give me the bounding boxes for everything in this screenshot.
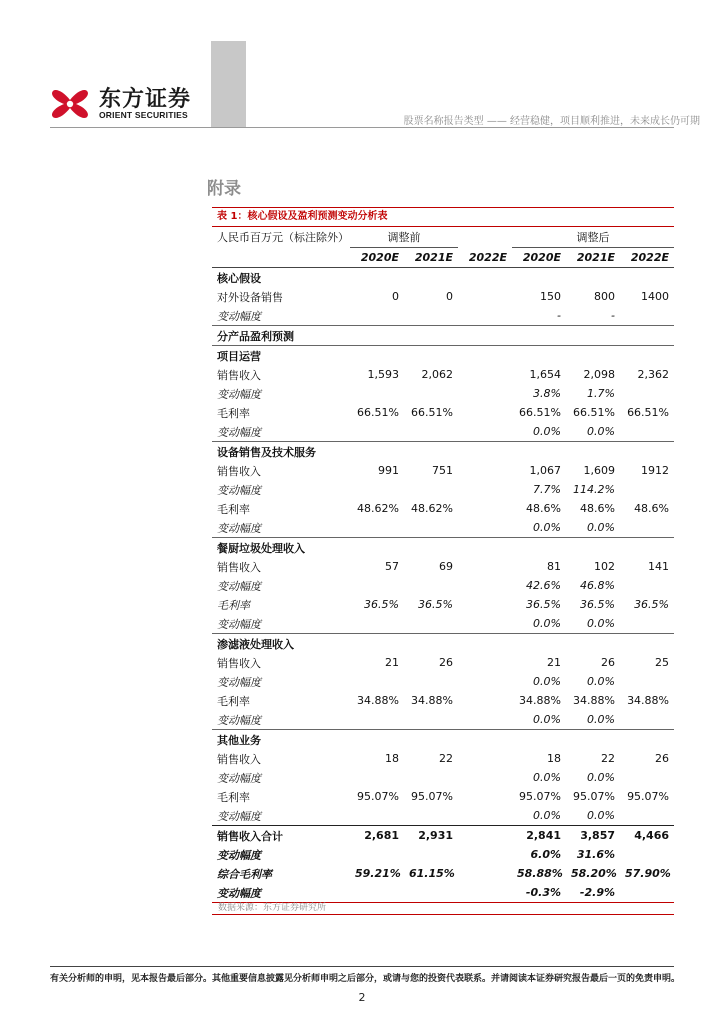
page-number: 2 (358, 991, 366, 1004)
row-label: 变动幅度 (217, 675, 261, 689)
cell-value: 2,062 (421, 368, 453, 381)
cell-value (458, 576, 512, 595)
table-row (212, 557, 674, 576)
cell-value (458, 595, 512, 614)
table-header-row (212, 227, 674, 248)
row-label: 变动幅度 (212, 883, 350, 903)
header-decor-bar (211, 41, 246, 127)
cell-value: 1,067 (529, 464, 561, 477)
table-row (212, 365, 674, 384)
cell-value (458, 864, 512, 883)
cell-value: 2,362 (637, 368, 670, 381)
cell-value: 34.88% (573, 694, 615, 707)
cell-value (458, 634, 512, 654)
cell-value (350, 634, 404, 654)
row-label: 销售收入 (217, 464, 261, 478)
cell-value (566, 326, 620, 346)
cell-value: 2,841 (512, 826, 566, 846)
cell-value (620, 442, 674, 462)
cell-value (458, 268, 512, 288)
cell-value (512, 730, 566, 750)
header-divider (50, 127, 674, 128)
cell-value: 141 (648, 560, 670, 573)
cell-value (404, 268, 458, 288)
source-divider (212, 914, 674, 915)
cell-value: 0.0% (533, 771, 561, 784)
cell-value (404, 710, 458, 730)
cell-value: 800 (594, 290, 615, 303)
cell-value: 1,609 (583, 464, 615, 477)
cell-value (350, 730, 404, 750)
row-label: 变动幅度 (217, 425, 261, 439)
table-row (212, 480, 674, 499)
year-header: 2022E (620, 248, 674, 268)
cell-value: -0.3% (512, 883, 566, 903)
row-label: 变动幅度 (217, 483, 261, 497)
year-header: 2020E (350, 248, 404, 268)
table-row (212, 442, 674, 462)
cell-value (350, 306, 404, 326)
cell-value (620, 576, 674, 595)
cell-value: 46.8% (580, 579, 615, 592)
logo-english-name: ORIENT SECURITIES (99, 110, 188, 120)
cell-value: 42.6% (526, 579, 561, 592)
cell-value (566, 346, 620, 366)
cell-value: 34.88% (411, 694, 453, 707)
cell-value (620, 346, 674, 366)
year-header: 2022E (458, 248, 512, 268)
row-label: 销售收入 (217, 368, 261, 382)
cell-value (350, 268, 404, 288)
cell-value (458, 306, 512, 326)
cell-value (620, 614, 674, 634)
cell-value (404, 768, 458, 787)
cell-value (458, 384, 512, 403)
cell-value: 48.62% (411, 502, 453, 515)
cell-value (458, 326, 512, 346)
cell-value: 36.5% (418, 598, 453, 611)
cell-value: 66.51% (519, 406, 561, 419)
cell-value (458, 538, 512, 558)
row-label: 渗滤液处理收入 (212, 634, 350, 654)
cell-value: 1.7% (587, 387, 615, 400)
cell-value (512, 538, 566, 558)
table-row (212, 634, 674, 654)
cell-value: 18 (547, 752, 561, 765)
table-row (212, 768, 674, 787)
cell-value: 0.0% (587, 617, 615, 630)
cell-value (512, 346, 566, 366)
row-label: 其他业务 (212, 730, 350, 750)
cell-value (458, 653, 512, 672)
cell-value: 0.0% (587, 713, 615, 726)
cell-value (350, 518, 404, 538)
year-header: 2020E (512, 248, 566, 268)
cell-value (404, 480, 458, 499)
cell-value: 57.90% (625, 867, 671, 880)
cell-value: 81 (547, 560, 561, 573)
cell-value (404, 346, 458, 366)
cell-value (620, 845, 674, 864)
cell-value (350, 614, 404, 634)
cell-value: 66.51% (627, 406, 670, 419)
year-header: 2021E (404, 248, 458, 268)
row-label: 销售收入 (217, 752, 261, 766)
cell-value (404, 576, 458, 595)
year-header-row (212, 248, 674, 268)
cell-value: 66.51% (573, 406, 615, 419)
row-label: 对外设备销售 (217, 290, 283, 304)
row-label: 销售收入 (217, 656, 261, 670)
cell-value (620, 480, 674, 499)
cell-value: 0 (392, 290, 399, 303)
cell-value (458, 845, 512, 864)
cell-value: 0.0% (533, 425, 561, 438)
table-row (212, 845, 674, 864)
cell-value: 0.0% (533, 713, 561, 726)
cell-value (620, 384, 674, 403)
table-row (212, 384, 674, 403)
cell-value: 1,593 (367, 368, 399, 381)
logo-chinese-name: 东方证券 (99, 87, 192, 112)
cell-value (512, 442, 566, 462)
cell-value (458, 614, 512, 634)
cell-value: 21 (385, 656, 399, 669)
cell-value (350, 384, 404, 403)
row-label: 变动幅度 (217, 579, 261, 593)
cell-value: 0.0% (587, 521, 615, 534)
cell-value (458, 749, 512, 768)
cell-value: 48.6% (634, 502, 670, 515)
row-label: 设备销售及技术服务 (212, 442, 350, 462)
cell-value (404, 306, 458, 326)
cell-value (350, 422, 404, 442)
cell-value (458, 422, 512, 442)
cell-value: 1,654 (529, 368, 561, 381)
row-label: 项目运营 (212, 346, 350, 366)
footer-disclaimer: 有关分析师的申明，见本报告最后部分。其他重要信息披露见分析师申明之后部分，或请与您的投资代表联系。并请阅读本证券研究报告最后一页的免责申明。 (50, 974, 681, 984)
cell-value: 95.07% (627, 790, 670, 803)
row-label: 变动幅度 (217, 809, 261, 823)
cell-value (512, 326, 566, 346)
table-row (212, 787, 674, 806)
group-after-label: 调整后 (512, 227, 674, 248)
cell-value: 0.0% (533, 809, 561, 822)
row-label: 变动幅度 (217, 309, 261, 323)
table-row (212, 499, 674, 518)
cell-value: 36.5% (364, 598, 399, 611)
cell-value (620, 326, 674, 346)
cell-value (620, 672, 674, 691)
footer-divider (50, 966, 674, 967)
cell-value (620, 806, 674, 826)
row-label: 变动幅度 (217, 771, 261, 785)
row-label: 毛利率 (217, 790, 250, 804)
cell-value: - (557, 309, 561, 322)
cell-value: 69 (439, 560, 453, 573)
table-row (212, 538, 674, 558)
cell-value (350, 346, 404, 366)
cell-value: 58.20% (571, 867, 617, 880)
cell-value (566, 538, 620, 558)
cell-value: 102 (594, 560, 615, 573)
cell-value (512, 634, 566, 654)
cell-value (566, 268, 620, 288)
cell-value: 34.88% (627, 694, 670, 707)
cell-value: 7.7% (533, 483, 561, 496)
cell-value: 3.8% (533, 387, 561, 400)
cell-value (458, 365, 512, 384)
row-label: 分产品盈利预测 (212, 326, 350, 346)
cell-value: 991 (378, 464, 399, 477)
cell-value: 95.07% (519, 790, 561, 803)
table-row (212, 595, 674, 614)
cell-value (458, 768, 512, 787)
cell-value (512, 268, 566, 288)
row-label: 销售收入 (217, 560, 261, 574)
cell-value: 59.21% (355, 867, 401, 880)
cell-value: 95.07% (357, 790, 399, 803)
cell-value: 34.88% (519, 694, 561, 707)
unit-label: 人民币百万元（标注除外） (217, 231, 349, 245)
group-before-label: 调整前 (350, 227, 458, 248)
table-row (212, 653, 674, 672)
cell-value (620, 422, 674, 442)
cell-value: 4,466 (620, 826, 674, 846)
cell-value: 58.88% (517, 867, 563, 880)
table-row (212, 864, 674, 883)
cell-value: 26 (439, 656, 453, 669)
row-label: 餐厨垃圾处理收入 (212, 538, 350, 558)
table-row (212, 672, 674, 691)
cell-value (620, 768, 674, 787)
table-row (212, 730, 674, 750)
cell-value: 1912 (641, 464, 670, 477)
cell-value: 36.5% (526, 598, 561, 611)
cell-value: 2,931 (404, 826, 458, 846)
cell-value (458, 442, 512, 462)
cell-value: 0.0% (533, 675, 561, 688)
cell-value (620, 634, 674, 654)
cell-value: 1400 (641, 290, 670, 303)
cell-value (350, 768, 404, 787)
forecast-table-block (212, 207, 674, 903)
cell-value (350, 883, 404, 903)
cell-value (458, 806, 512, 826)
cell-value (620, 518, 674, 538)
cell-value: 95.07% (573, 790, 615, 803)
data-source: 数据来源：东方证券研究所 (218, 903, 327, 913)
report-subtitle: 股票名称报告类型 —— 经营稳健，项目顺利推进，未来成长仍可期 (403, 116, 700, 127)
cell-value (458, 691, 512, 710)
cell-value (404, 730, 458, 750)
cell-value (404, 634, 458, 654)
table-row (212, 306, 674, 326)
cell-value (458, 787, 512, 806)
cell-value (458, 403, 512, 422)
cell-value (404, 806, 458, 826)
row-label: 变动幅度 (217, 521, 261, 535)
table-row (212, 461, 674, 480)
cell-value (620, 730, 674, 750)
cell-value (458, 557, 512, 576)
cell-value: 751 (432, 464, 453, 477)
cell-value: 48.6% (580, 502, 615, 515)
cell-value (404, 614, 458, 634)
cell-value (404, 883, 458, 903)
cell-value (404, 326, 458, 346)
cell-value: 22 (439, 752, 453, 765)
cell-value (620, 538, 674, 558)
cell-value (620, 883, 674, 903)
cell-value: 114.2% (573, 483, 615, 496)
cell-value: 0.0% (587, 425, 615, 438)
cell-value (350, 806, 404, 826)
cell-value: 57 (385, 560, 399, 573)
cell-value (566, 442, 620, 462)
table-row (212, 346, 674, 366)
section-title: 附录 (207, 179, 241, 199)
logo-mark-icon (50, 84, 90, 124)
cell-value (458, 518, 512, 538)
cell-value: -2.9% (566, 883, 620, 903)
row-label: 核心假设 (212, 268, 350, 288)
cell-value (350, 672, 404, 691)
cell-value: 2,098 (583, 368, 615, 381)
cell-value: - (611, 309, 615, 322)
row-label: 毛利率 (217, 598, 250, 612)
forecast-table (212, 227, 674, 903)
table-row (212, 576, 674, 595)
row-label: 变动幅度 (217, 387, 261, 401)
table-row (212, 614, 674, 634)
cell-value: 95.07% (411, 790, 453, 803)
cell-value: 61.15% (409, 867, 455, 880)
row-label: 综合毛利率 (217, 867, 272, 881)
cell-value (566, 634, 620, 654)
cell-value: 22 (601, 752, 615, 765)
table-row (212, 422, 674, 442)
table-row (212, 268, 674, 288)
row-label: 销售收入合计 (212, 826, 350, 846)
cell-value (404, 518, 458, 538)
cell-value: 0 (446, 290, 453, 303)
table-title: 表 1：核心假设及盈利预测变动分析表 (212, 207, 674, 227)
cell-value (404, 442, 458, 462)
cell-value (458, 461, 512, 480)
cell-value (404, 422, 458, 442)
cell-value: 25 (655, 656, 670, 669)
table-row (212, 806, 674, 826)
row-label: 变动幅度 (217, 713, 261, 727)
cell-value: 26 (601, 656, 615, 669)
table-row (212, 749, 674, 768)
row-label: 变动幅度 (217, 848, 261, 862)
cell-value (350, 576, 404, 595)
cell-value (566, 730, 620, 750)
row-label: 毛利率 (217, 406, 250, 420)
cell-value (350, 845, 404, 864)
company-logo (50, 84, 200, 124)
cell-value (458, 826, 512, 846)
cell-value (458, 480, 512, 499)
cell-value (404, 672, 458, 691)
cell-value: 26 (655, 752, 670, 765)
row-label: 变动幅度 (217, 617, 261, 631)
cell-value: 0.0% (587, 771, 615, 784)
cell-value (404, 384, 458, 403)
cell-value: 2,681 (350, 826, 404, 846)
cell-value: 0.0% (587, 675, 615, 688)
cell-value (350, 538, 404, 558)
cell-value (620, 710, 674, 730)
cell-value: 0.0% (587, 809, 615, 822)
table-row (212, 691, 674, 710)
cell-value: 66.51% (357, 406, 399, 419)
cell-value: 31.6% (576, 848, 615, 861)
cell-value (458, 672, 512, 691)
cell-value (350, 480, 404, 499)
cell-value (458, 287, 512, 306)
cell-value: 36.5% (580, 598, 615, 611)
cell-value: 18 (385, 752, 399, 765)
cell-value (458, 710, 512, 730)
cell-value: 48.62% (357, 502, 399, 515)
table-row (212, 518, 674, 538)
cell-value: 0.0% (533, 617, 561, 630)
cell-value: 66.51% (411, 406, 453, 419)
cell-value (620, 268, 674, 288)
row-label: 毛利率 (217, 694, 250, 708)
cell-value (458, 730, 512, 750)
cell-value: 36.5% (634, 598, 670, 611)
cell-value (404, 845, 458, 864)
table-row (212, 826, 674, 846)
table-row (212, 403, 674, 422)
cell-value (350, 442, 404, 462)
table-row (212, 710, 674, 730)
cell-value: 34.88% (357, 694, 399, 707)
cell-value (620, 306, 674, 326)
cell-value: 0.0% (533, 521, 561, 534)
cell-value: 3,857 (566, 826, 620, 846)
cell-value: 48.6% (526, 502, 561, 515)
cell-value: 6.0% (530, 848, 561, 861)
cell-value (458, 499, 512, 518)
cell-value (458, 346, 512, 366)
table-row (212, 287, 674, 306)
cell-value (350, 710, 404, 730)
row-label: 毛利率 (217, 502, 250, 516)
cell-value: 150 (540, 290, 561, 303)
cell-value (404, 538, 458, 558)
table-row (212, 326, 674, 346)
cell-value: 21 (547, 656, 561, 669)
cell-value (350, 326, 404, 346)
year-header: 2021E (566, 248, 620, 268)
cell-value (458, 883, 512, 903)
